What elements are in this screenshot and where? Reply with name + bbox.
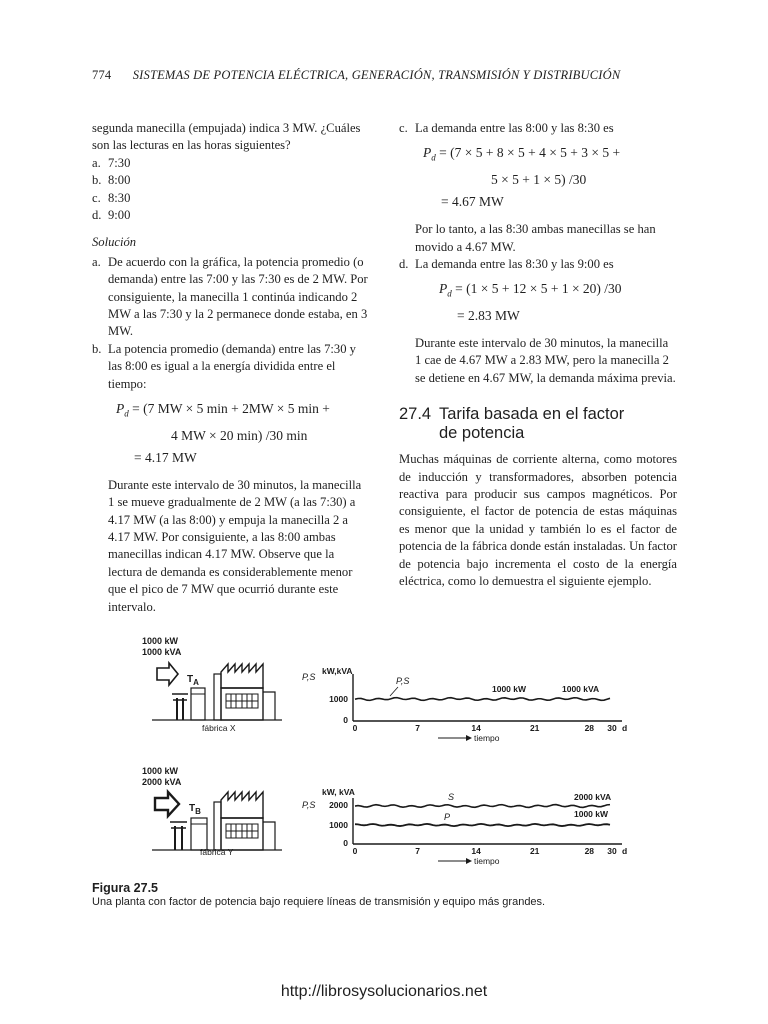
y-unit-label: kW, kVA	[322, 787, 355, 797]
y-tick-1000: 1000	[329, 694, 348, 704]
chart-x	[302, 666, 627, 743]
level-kw-label: 1000 kW	[492, 684, 527, 694]
x-tick-label: 0	[352, 846, 358, 856]
factory-roof-icon	[221, 792, 263, 818]
figure-27-5	[132, 628, 632, 878]
y-unit-label: kW,kVA	[322, 666, 353, 676]
question-list	[92, 155, 368, 225]
input-kva-label: 1000 kVA	[142, 647, 182, 657]
equation-b: $P_d = (7$ MW × 5 min + 2MW × 5 min + 4 MW × 20 min) /30 min = 4.17 MW	[116, 401, 330, 465]
power-arrow-icon	[155, 792, 179, 816]
factory-roof-icon	[221, 664, 263, 688]
x-tick-label: 7	[415, 846, 420, 856]
p-label: P	[444, 812, 451, 822]
paragraph-b: Durante este intervalo de 30 minutos, la manecilla 1 se mueve gradualmente de 2 MW (a las 7:30) a 4.17 MW (a las 8:00) y empuja la manecilla 2 a 4.17 MW. Por consiguiente, a las 8:00 ambas manecillas indican 4.17 MW. Observe que la lectura de demanda es considerablemente menor que el pico de 7 MW que ocurrió durante este intervalo.	[108, 477, 362, 614]
solution-c: c. La demanda entre las 8:00 y las 8:30 es	[399, 121, 614, 135]
s-label: S	[448, 792, 455, 802]
caption-text: Una planta con factor de potencia bajo requiere líneas de transmisión y equipo más grandes.	[92, 896, 546, 908]
equation-d: $P_d = (1 \times 5 + 12 \times 5 + 1 \times 20)$ /30 = 2.83 MW	[439, 281, 622, 323]
question-item: a. 7:30	[92, 155, 131, 170]
section-heading: 27.4 Tarifa basada en el factor de potencia	[399, 405, 625, 443]
transformer-label: $T_A$	[187, 674, 199, 687]
factory-y-label: fábrica Y	[200, 847, 234, 857]
x-tick-label: 30	[607, 846, 617, 856]
section-number: 27.4	[399, 405, 432, 424]
problem-intro: segunda manecilla (empujada) indica 3 MW. ¿Cuáles son las lecturas en las horas siguientes?	[92, 121, 361, 153]
time-label: tiempo	[474, 733, 500, 743]
transformer-label: $T_B$	[189, 803, 201, 816]
figure-caption	[92, 881, 545, 908]
factory-x-diagram	[142, 636, 282, 733]
x-tick-labels	[353, 723, 617, 733]
running-title: SISTEMAS DE POTENCIA ELÉCTRICA, GENERACIÓN, TRANSMISIÓN Y DISTRIBUCIÓN	[132, 68, 621, 82]
question-item: c. 8:30	[92, 190, 131, 205]
x-tick-labels	[353, 846, 617, 856]
level-kva-label: 1000 kVA	[562, 684, 600, 694]
y-axis-label: P,S	[302, 672, 316, 682]
y-axis-label: P,S	[302, 800, 316, 810]
input-kw-label: 1000 kW	[142, 766, 179, 776]
equation-c: $P_d = (7 \times 5 + 8 \times 5 + 4 \times 5 + 3 \times 5$ + 5 × 5 + 1 × 5) /30 = 4.67 MW	[423, 145, 621, 210]
level-kva-label: 2000 kVA	[574, 792, 612, 802]
power-arrow-icon	[157, 663, 178, 685]
x-tick-label: 14	[471, 846, 481, 856]
factory-y-diagram	[142, 766, 282, 857]
y-tick-1000: 1000	[329, 820, 348, 830]
x-unit-label: d	[622, 723, 628, 733]
p-curve	[355, 824, 610, 826]
x-tick-label: 28	[584, 723, 595, 733]
x-tick-label: 30	[607, 723, 617, 733]
x-tick-label: 14	[471, 723, 481, 733]
x-tick-label: 0	[352, 723, 358, 733]
section-body: Muchas máquinas de corriente alterna, como motores de inducción y transformadores, absorben potencia reactiva para producir sus campos magnéticos. Por consiguiente, el factor de potencia de estas máquinas es menor que la unidad y también lo es el factor de potencia de la fábrica donde están instaladas. Un factor de potencia bajo incrementa el costo de la energía eléctrica, como lo demuestra el siguiente ejemplo.	[399, 452, 677, 589]
solution-a: a. De acuerdo con la gráfica, la potencia promedio (o demanda) entre las 7:00 y las 7:30 es de 2 MW. Por consiguiente, la manecilla 1 continúa indicando 2 MW a las 7:30 y la 2 permanece donde estaba, en 3 MW.	[92, 254, 368, 339]
level-kw-label: 1000 kW	[574, 809, 609, 819]
input-kva-label: 2000 kVA	[142, 777, 182, 787]
arrow-head-icon	[466, 858, 472, 864]
x-tick-label: 7	[415, 723, 420, 733]
arrow-head-icon	[466, 735, 472, 741]
running-header	[92, 68, 620, 83]
curve-label: P,S	[396, 676, 410, 686]
x-tick-label: 21	[529, 846, 540, 856]
question-item: b. 8:00	[92, 173, 131, 188]
y-tick-2000: 2000	[329, 800, 348, 810]
page-number: 774	[92, 68, 112, 82]
right-column	[399, 120, 677, 590]
x-unit-label: d	[622, 846, 628, 856]
solution-heading: Solución	[92, 235, 137, 250]
question-item: d. 9:00	[92, 208, 131, 223]
solution-b: b. La potencia promedio (demanda) entre las 7:30 y las 8:00 es igual a la energía dividida entre el tiempo:	[92, 341, 356, 391]
paragraph-d: Durante este intervalo de 30 minutos, la manecilla 1 cae de 4.67 MW a 2.83 MW, pero la manecilla 2 se detiene en 4.67 MW, la demanda máxima previa.	[415, 336, 676, 385]
y-tick-0: 0	[343, 838, 348, 848]
x-tick-label: 28	[584, 846, 595, 856]
footer-url[interactable]: http://librosysolucionarios.net	[280, 983, 488, 1000]
caption-title: Figura 27.5	[92, 881, 158, 895]
x-tick-label: 21	[529, 723, 540, 733]
input-kw-label: 1000 kW	[142, 636, 179, 646]
factory-x-label: fábrica X	[202, 723, 236, 733]
s-curve	[355, 805, 610, 808]
solution-d: d. La demanda entre las 8:30 y las 9:00 es	[399, 256, 614, 271]
paragraph-c: Por lo tanto, a las 8:30 ambas manecillas se han movido a 4.67 MW.	[415, 222, 656, 254]
ps-curve	[355, 698, 610, 701]
chart-y	[302, 787, 627, 866]
time-label: tiempo	[474, 856, 500, 866]
y-tick-0: 0	[343, 715, 348, 725]
section-title: Tarifa basada en el factor	[439, 405, 625, 424]
left-column	[92, 120, 368, 616]
